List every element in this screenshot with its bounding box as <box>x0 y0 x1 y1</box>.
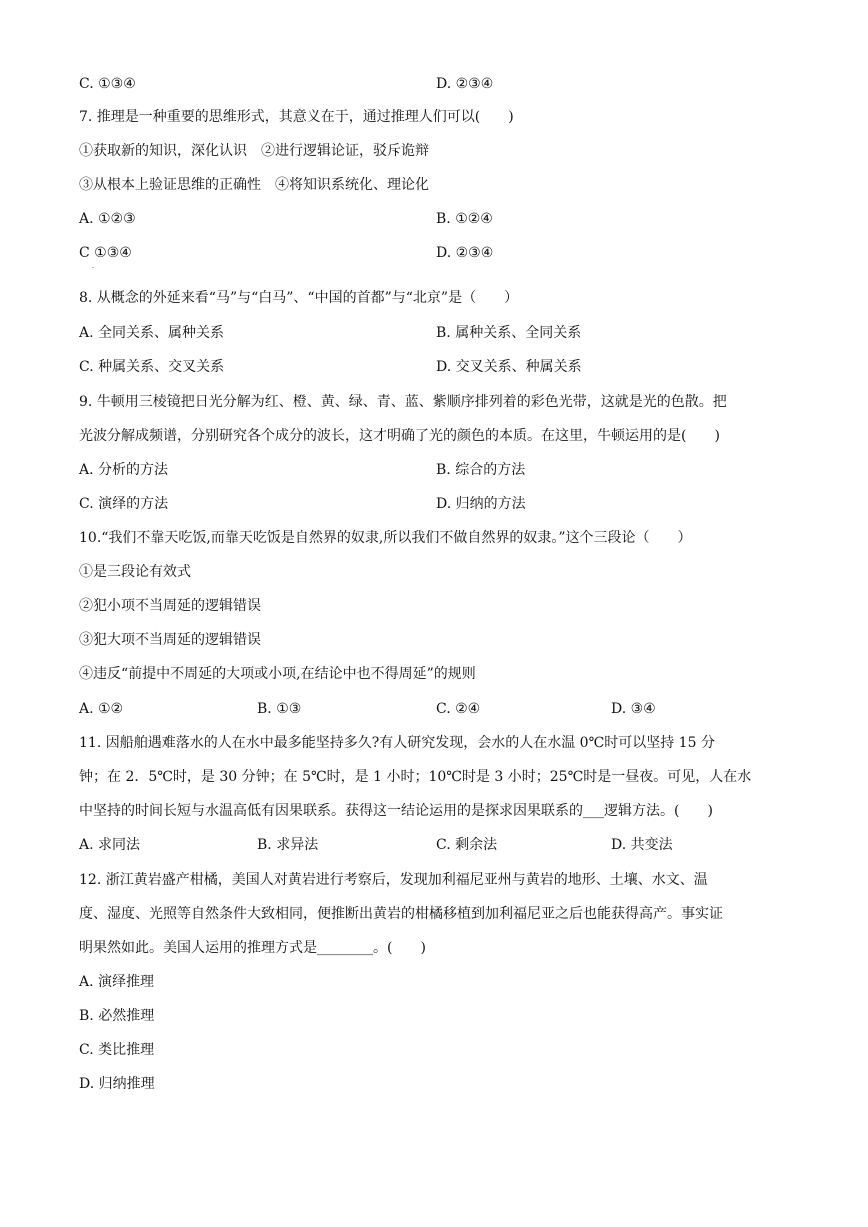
stray-mark: . <box>92 263 94 270</box>
q10-item-2: ②犯小项不当周延的逻辑错误 <box>79 598 261 614</box>
q12-stem-line-2: 度、湿度、光照等自然条件大致相同，便推断出黄岩的柑橘移植到加利福尼亚之后也能获得高产。事实证 <box>79 906 723 922</box>
q12-option-d: D. 归纳推理 <box>79 1076 155 1092</box>
q11-option-c: C. 剩余法 <box>436 837 498 853</box>
q11-stem-line-2: 钟；在 2．5℃时，是 30 分钟；在 5℃时，是 1 小时；10℃时是 3 小时；25℃时是一昼夜。可见，人在水 <box>79 769 752 785</box>
q7-option-a: A. ①②③ <box>79 211 136 227</box>
q12-option-c: C. 类比推理 <box>79 1042 155 1058</box>
q11-option-a: A. 求同法 <box>79 837 141 853</box>
q12-option-a: A. 演绎推理 <box>79 974 155 990</box>
q9-stem-line-1: 9. 牛顿用三棱镜把日光分解为红、橙、黄、绿、青、蓝、紫顺序排列着的彩色光带，这就是光的色散。把 <box>79 394 727 410</box>
q9-stem-line-2: 光波分解成频谱，分别研究各个成分的波长，这才明确了光的颜色的本质。在这里，牛顿运用的是( ) <box>79 428 720 444</box>
q7-option-d: D. ②③④ <box>436 245 494 261</box>
q8-option-d: D. 交叉关系、种属关系 <box>436 359 582 375</box>
q7-option-b: B. ①②④ <box>436 211 493 227</box>
q10-item-4: ④违反“前提中不周延的大项或小项,在结论中也不得周延”的规则 <box>79 666 476 682</box>
q12-option-b: B. 必然推理 <box>79 1008 155 1024</box>
q10-stem: 10.“我们不靠天吃饭,而靠天吃饭是自然界的奴隶,所以我们不做自然界的奴隶。”这个三段论（ ） <box>79 530 692 546</box>
q7-stem: 7. 推理是一种重要的思维形式，其意义在于，通过推理人们可以( ) <box>79 109 514 125</box>
q8-option-c: C. 种属关系、交叉关系 <box>79 359 225 375</box>
q11-stem-line-3: 中坚持的时间长短与水温高低有因果联系。获得这一结论运用的是探求因果联系的___逻辑方法。( ) <box>79 803 713 819</box>
q12-stem-line-1: 12. 浙江黄岩盛产柑橘，美国人对黄岩进行考察后，发现加利福尼亚州与黄岩的地形、土壤、水文、温 <box>79 872 708 888</box>
q11-stem-line-1: 11. 因船舶遇难落水的人在水中最多能坚持多久?有人研究发现，会水的人在水温 0℃时可以坚持 15 分 <box>79 735 715 751</box>
q9-option-d: D. 归纳的方法 <box>436 496 526 512</box>
q12-stem-line-3: 明果然如此。美国人运用的推理方式是________。( ) <box>79 940 426 956</box>
q7-item-3-4: ③从根本上验证思维的正确性 ④将知识系统化、理论化 <box>79 177 429 193</box>
q7-option-c: C ①③④ <box>79 245 132 261</box>
q8-stem: 8. 从概念的外延来看“马”与“白马”、“中国的首都”与“北京”是（ ） <box>79 290 519 306</box>
q8-option-a: A. 全同关系、属种关系 <box>79 325 225 341</box>
q6-option-c: C. ①③④ <box>79 76 136 92</box>
q10-item-3: ③犯大项不当周延的逻辑错误 <box>79 632 261 648</box>
q8-option-b: B. 属种关系、全同关系 <box>436 325 582 341</box>
q9-option-c: C. 演绎的方法 <box>79 496 169 512</box>
q9-option-b: B. 综合的方法 <box>436 462 526 478</box>
q10-option-b: B. ①③ <box>257 701 302 717</box>
q10-option-c: C. ②④ <box>436 701 481 717</box>
q10-item-1: ①是三段论有效式 <box>79 564 191 580</box>
q11-option-b: B. 求异法 <box>257 837 319 853</box>
q10-option-a: A. ①② <box>79 701 124 717</box>
q7-item-1-2: ①获取新的知识，深化认识 ②进行逻辑论证，驳斥诡辩 <box>79 143 429 159</box>
q6-option-d: D. ②③④ <box>436 76 494 92</box>
q9-option-a: A. 分析的方法 <box>79 462 169 478</box>
q10-option-d: D. ③④ <box>611 701 656 717</box>
q11-option-d: D. 共变法 <box>611 837 673 853</box>
